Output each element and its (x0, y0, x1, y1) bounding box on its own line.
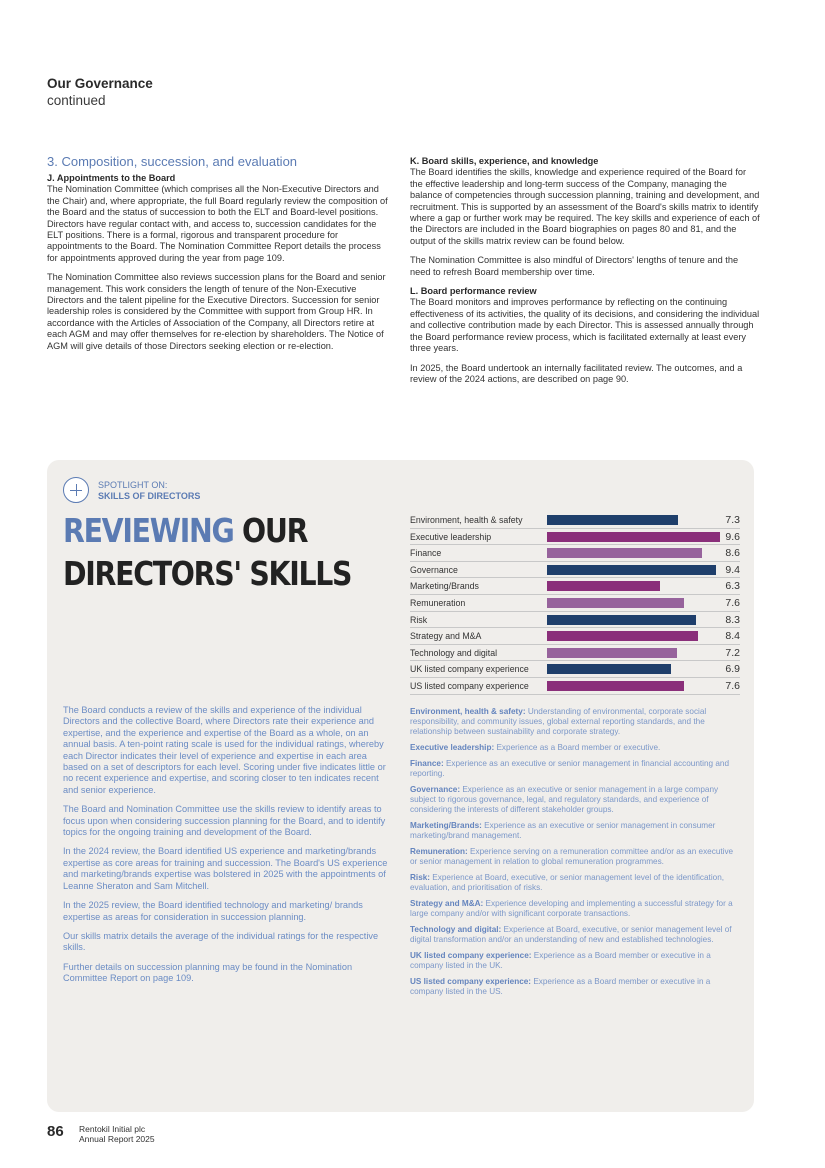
skill-definition (410, 821, 740, 841)
appointments-paragraph-1: The Nomination Committee (which comprises all the Non-Executive Directors and the Chair) and, where appropriate, the full Board regularly review the composition of the Board and the status of succession to both the ELT and Board-level positions. Directors have regular contact with, and access to, succession candidates for the ELT positions. There is a formal, rigorous and transparent procedure for appointments to the Board. The Nomination Committee Report details the process for appointments approved during the year from page 109. (47, 184, 388, 263)
chart-category-label: Strategy and M&A (410, 631, 482, 642)
performance-review-heading: L. Board performance review (410, 286, 537, 297)
spotlight-body-paragraph: The Board conducts a review of the skills and experience of the individual Directors and the collective Board, where Directors rate their experience and expertise, and the experience and expertise of the Board as a whole, on an annual basis. A ten-point rating scale is used for the individual ratings, whereby each Director indicates their level of experience and expertise in each area based on a set of descriptors for each level. Scoring under five indicates little or no recent experience and expertise, and scoring closer to ten indicates recent and senior experience. (63, 705, 386, 795)
footer-company-name: Rentokil Initial plc (79, 1124, 146, 1134)
skill-definition-term: Executive leadership: (410, 743, 495, 752)
chart-row (410, 545, 740, 562)
performance-review-paragraph-2: In 2025, the Board undertook an internally facilitated review. The outcomes, and a review of the 2024 actions, are described on page 90. (410, 362, 743, 384)
skill-definition-term: Technology and digital: (410, 925, 502, 934)
chart-category-label: Remuneration (410, 597, 466, 608)
page-number: 86 (47, 1123, 64, 1140)
chart-value-label: 6.9 (725, 663, 740, 676)
skill-definition (410, 759, 740, 779)
skill-definition-text: Experience as a Board member or executive in a company listed in the US. (410, 977, 711, 996)
spotlight-body-paragraph: In the 2024 review, the Board identified US experience and marketing/brands expertise as core areas for training and succession. The Board's US experience and marketing/brands expertise was bolstered in 2025 with the appointments of Leanne Sheraton and Sam Mitchell. (63, 846, 388, 891)
skill-definition-text: Experience at Board, executive, or senior management level of digital transformation and/or an understanding of new and established technologies. (410, 925, 732, 944)
left-column (47, 155, 392, 360)
skills-bar-chart (410, 512, 740, 695)
skill-definition-text: Experience as an executive or senior management in consumer marketing/brand management. (410, 821, 716, 840)
board-skills-heading: K. Board skills, experience, and knowledge (410, 156, 599, 166)
chart-bar (547, 631, 698, 641)
chart-category-label: Governance (410, 564, 458, 575)
skill-definition-term: Governance: (410, 785, 461, 794)
skill-definition-term: Remuneration: (410, 847, 468, 856)
appointments-heading: J. Appointments to the Board (47, 173, 176, 183)
chart-bar (547, 532, 720, 542)
chart-row (410, 612, 740, 629)
chart-row (410, 595, 740, 612)
chart-value-label: 8.4 (725, 630, 740, 643)
chart-value-label: 7.2 (725, 646, 740, 659)
spotlight-body-paragraph: In the 2025 review, the Board identified technology and marketing/ brands expertise as areas for consideration in succession planning. (63, 900, 363, 922)
skill-definition-text: Experience as an executive or senior management in a large company subject to rigorous governance, legal, and regulatory standards, and experience of considering the interests of different stakeholder groups. (410, 785, 719, 814)
appointments-paragraph-2: The Nomination Committee also reviews succession plans for the Board and senior management. This work considers the length of tenure of the Non-Executive Directors and the talent pipeline for the Executive Directors. Succession for senior leadership roles is considered by the Committee with support from Group HR. In accordance with the Articles of Association of the Company, all Directors retire at each AGM and may offer themselves for re-election by shareholders. The Notice of AGM will give details of those Directors seeking election or re-election. (47, 272, 386, 351)
chart-bar (547, 548, 702, 558)
chart-row (410, 661, 740, 678)
chart-row (410, 678, 740, 695)
board-skills-paragraph-2: The Nomination Committee is also mindful of Directors' lengths of tenure and the need to refresh Board membership over time. (410, 255, 739, 277)
skill-definition-term: US listed company experience: (410, 977, 532, 986)
chart-row (410, 628, 740, 645)
skill-definition-text: Experience as a Board member or executive. (494, 743, 661, 752)
composition-section-title: 3. Composition, succession, and evaluation (47, 154, 298, 169)
chart-value-label: 9.4 (725, 563, 740, 576)
chart-bar (547, 648, 677, 658)
board-skills-paragraph-1: The Board identifies the skills, knowledge and experience required of the Board for the effective leadership and long-term success of the Company, managing the balance of competencies through succession planning, training and development, and recruitment. This is supported by an assessment of the Board's skills matrix to identify where a gap or further work may be required. The key skills and experience of each of the Directors are included in the Board biographies on pages 80 and 81, and the output of the skills matrix review can be found below. (410, 167, 760, 246)
chart-category-label: Environment, health & safety (410, 515, 523, 525)
chart-value-label: 7.3 (725, 514, 740, 526)
skill-definition (410, 951, 740, 971)
right-column (410, 156, 760, 393)
page-section-title: Our Governance (47, 76, 153, 91)
chart-bar (547, 615, 696, 625)
performance-review-paragraph-1: The Board monitors and improves performance by reflecting on the continuing effectiveness of its activities, the quality of its decisions, and considering the individual and collective contribution made by each Director. This is assessed annually through the Board performance review process, which is facilitated externally at least every three years. (410, 297, 760, 354)
skill-definition (410, 977, 740, 997)
chart-category-label: US listed company experience (410, 680, 529, 691)
chart-value-label: 6.3 (725, 580, 740, 593)
spotlight-headline-line-2: DIRECTORS' SKILLS (63, 554, 352, 593)
skill-definition-text: Experience serving on a remuneration committee and/or as an executive or senior management in relation to global remuneration programmes. (410, 847, 734, 866)
chart-category-label: Executive leadership (410, 531, 492, 542)
skill-definition-term: UK listed company experience: (410, 951, 532, 960)
spotlight-body-paragraph: Further details on succession planning may be found in the Nomination Committee Report on page 109. (63, 961, 353, 984)
chart-category-label: Finance (410, 548, 442, 559)
chart-row (410, 512, 740, 529)
chart-bar (547, 664, 671, 674)
footer-company (79, 1124, 155, 1144)
skill-definition-text: Experience as an executive or senior management in financial accounting and reporting. (410, 759, 730, 778)
chart-bar (547, 681, 684, 691)
chart-value-label: 8.3 (725, 613, 740, 626)
chart-bar (547, 515, 678, 525)
skill-definition-term: Environment, health & safety: (410, 707, 526, 716)
spotlight-body (63, 705, 388, 993)
spotlight-body-paragraph: Our skills matrix details the average of the individual ratings for the respective skills. (63, 930, 379, 953)
chart-value-label: 9.6 (725, 530, 740, 543)
plus-icon (63, 477, 89, 503)
skills-definitions (410, 707, 740, 1003)
skill-definition (410, 707, 740, 737)
chart-category-label: Risk (410, 614, 428, 625)
chart-value-label: 8.6 (725, 547, 740, 560)
page-section-subtitle: continued (47, 93, 106, 108)
chart-value-label: 7.6 (725, 679, 740, 692)
skill-definition-term: Marketing/Brands: (410, 821, 482, 830)
chart-bar (547, 598, 684, 608)
spotlight-label: SPOTLIGHT ON: (98, 480, 168, 490)
chart-row (410, 562, 740, 579)
chart-category-label: Technology and digital (410, 647, 498, 658)
chart-row (410, 578, 740, 595)
chart-bar (547, 581, 660, 591)
skill-definition-term: Finance: (410, 759, 444, 768)
footer-report-name: Annual Report 2025 (79, 1134, 155, 1144)
skill-definition (410, 899, 740, 919)
skill-definition-term: Strategy and M&A: (410, 899, 484, 908)
chart-row (410, 529, 740, 546)
spotlight-headline-line-1 (63, 511, 307, 551)
spotlight-body-paragraph: The Board and Nomination Committee use the skills review to identify areas to focus upon when considering succession planning for the Board, and to identify topics for the ongoing training and development of the Board. (63, 804, 386, 838)
spotlight-topic: SKILLS OF DIRECTORS (98, 491, 201, 501)
skill-definition-text: Understanding of environmental, corporate social responsibility, and community issues, global external reporting standards, and the relationship between sustainability and corporate strategy. (410, 707, 707, 736)
skill-definition (410, 743, 740, 753)
chart-bar (547, 565, 716, 575)
headline-accent: REVIEWING (63, 511, 234, 550)
headline-rest: OUR (233, 511, 308, 550)
skill-definition-text: Experience at Board, executive, or senior management level of the identification, evaluation, and prioritisation of risks. (410, 873, 725, 892)
skill-definition-text: Experience as a Board member or executive in a company listed in the UK. (410, 951, 711, 970)
chart-value-label: 7.6 (725, 596, 740, 609)
skill-definition (410, 785, 740, 815)
chart-category-label: UK listed company experience (410, 664, 529, 675)
skill-definition (410, 847, 740, 867)
skill-definition-text: Experience developing and implementing a successful strategy for a large company and/or with significant corporate transactions. (410, 899, 733, 918)
chart-category-label: Marketing/Brands (410, 581, 479, 592)
chart-row (410, 645, 740, 662)
skill-definition (410, 925, 740, 945)
skill-definition-term: Risk: (410, 873, 431, 882)
skill-definition (410, 873, 740, 893)
